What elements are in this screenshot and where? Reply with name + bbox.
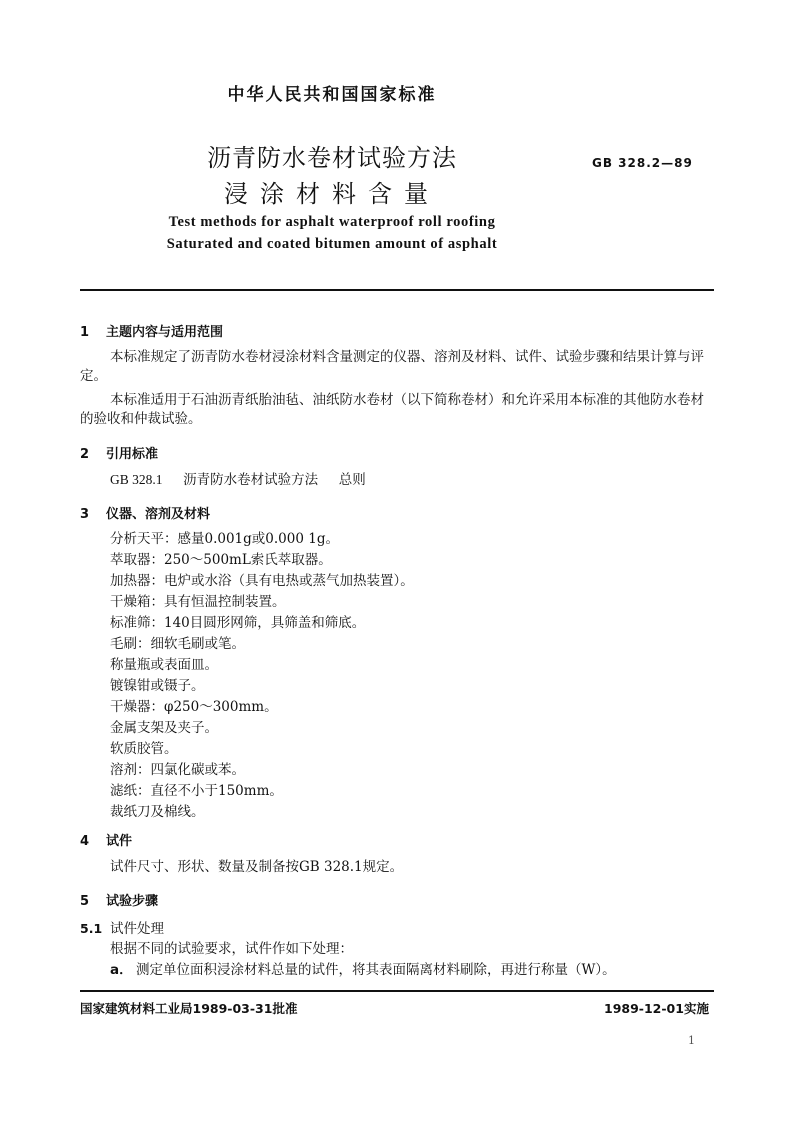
equipment-item: 加热器：电炉或水浴（具有电热或蒸气加热装置）。	[110, 573, 414, 589]
page-number: 1	[688, 1034, 695, 1047]
section-3-heading	[80, 503, 210, 522]
procedure-item-a-label: a．	[110, 962, 133, 978]
equipment-item: 镀镍钳或镊子。	[110, 678, 205, 694]
equipment-item: 软质胶管。	[110, 741, 178, 757]
section-1-heading	[80, 321, 223, 340]
section-1-number: 1	[80, 325, 90, 340]
equipment-item: 滤纸：直径不小于150mm。	[110, 783, 283, 799]
section-3-title: 仪器、溶剂及材料	[106, 507, 211, 522]
reference-note: 总则	[338, 472, 366, 488]
standard-number: GB 328.2—89	[592, 156, 693, 170]
section-5-number: 5	[80, 894, 90, 909]
equipment-item: 溶剂：四氯化碳或苯。	[110, 762, 245, 778]
section-1-title: 主题内容与适用范围	[106, 325, 224, 340]
section-5-title: 试验步骤	[106, 894, 159, 909]
document-title-line-1: 沥青防水卷材试验方法	[207, 144, 457, 172]
equipment-item: 干燥器：φ250～300mm。	[110, 699, 278, 715]
equipment-item: 干燥箱：具有恒温控制装置。	[110, 594, 286, 610]
document-title-line-2: 浸涂材料含量	[224, 180, 440, 208]
equipment-item: 毛刷：细软毛刷或笔。	[110, 636, 245, 652]
reference-code: GB 328.1	[110, 472, 163, 487]
national-standard-heading: 中华人民共和国国家标准	[227, 85, 437, 105]
procedure-item-a	[110, 961, 616, 980]
subsection-5-1-title: 试件处理	[110, 921, 164, 937]
subsection-5-1-text: 根据不同的试验要求，试件作如下处理：	[110, 941, 353, 957]
english-title-line-1: Test methods for asphalt waterproof roll roofing	[168, 214, 496, 230]
section-4-title: 试件	[106, 834, 133, 849]
procedure-item-a-text: 测定单位面积浸涂材料总量的试件，将其表面隔离材料刷除，再进行称量（W）。	[136, 962, 616, 978]
section-2-number: 2	[80, 447, 90, 462]
approval-statement: 国家建筑材料工业局1989-03-31批准	[80, 1001, 298, 1016]
footer-divider	[80, 990, 714, 992]
section-1-paragraph-1: 本标准规定了沥青防水卷材浸涂材料含量测定的仪器、溶剂及材料、试件、试验步骤和结果计算与评定。	[80, 349, 704, 384]
section-2-heading	[80, 443, 158, 462]
equipment-item: 标准筛：140目圆形网筛，具筛盖和筛底。	[110, 615, 366, 631]
section-5-heading	[80, 890, 158, 909]
section-1-paragraph-2: 本标准适用于石油沥青纸胎油毡、油纸防水卷材（以下简称卷材）和允许采用本标准的其他防水卷材的验收和仲裁试验。	[80, 392, 704, 427]
subsection-5-1-heading	[80, 919, 164, 939]
section-4-number: 4	[80, 834, 90, 849]
reference-title: 沥青防水卷材试验方法	[183, 472, 319, 488]
equipment-item: 金属支架及夹子。	[110, 720, 218, 736]
equipment-item: 称量瓶或表面皿。	[110, 657, 218, 673]
implementation-date: 1989-12-01实施	[604, 1001, 709, 1016]
subsection-5-1-number: 5.1	[80, 921, 103, 936]
normative-reference	[110, 470, 366, 490]
english-title-line-2: Saturated and coated bitumen amount of asphalt	[166, 236, 498, 252]
equipment-item: 裁纸刀及棉线。	[110, 804, 205, 820]
equipment-item: 萃取器：250～500mL索氏萃取器。	[110, 552, 332, 568]
section-2-title: 引用标准	[106, 447, 159, 462]
equipment-item: 分析天平：感量0.001g或0.000 1g。	[110, 531, 339, 547]
section-4-text: 试件尺寸、形状、数量及制备按GB 328.1规定。	[110, 859, 404, 875]
header-divider	[80, 289, 714, 291]
section-3-number: 3	[80, 507, 90, 522]
section-4-heading	[80, 830, 132, 849]
